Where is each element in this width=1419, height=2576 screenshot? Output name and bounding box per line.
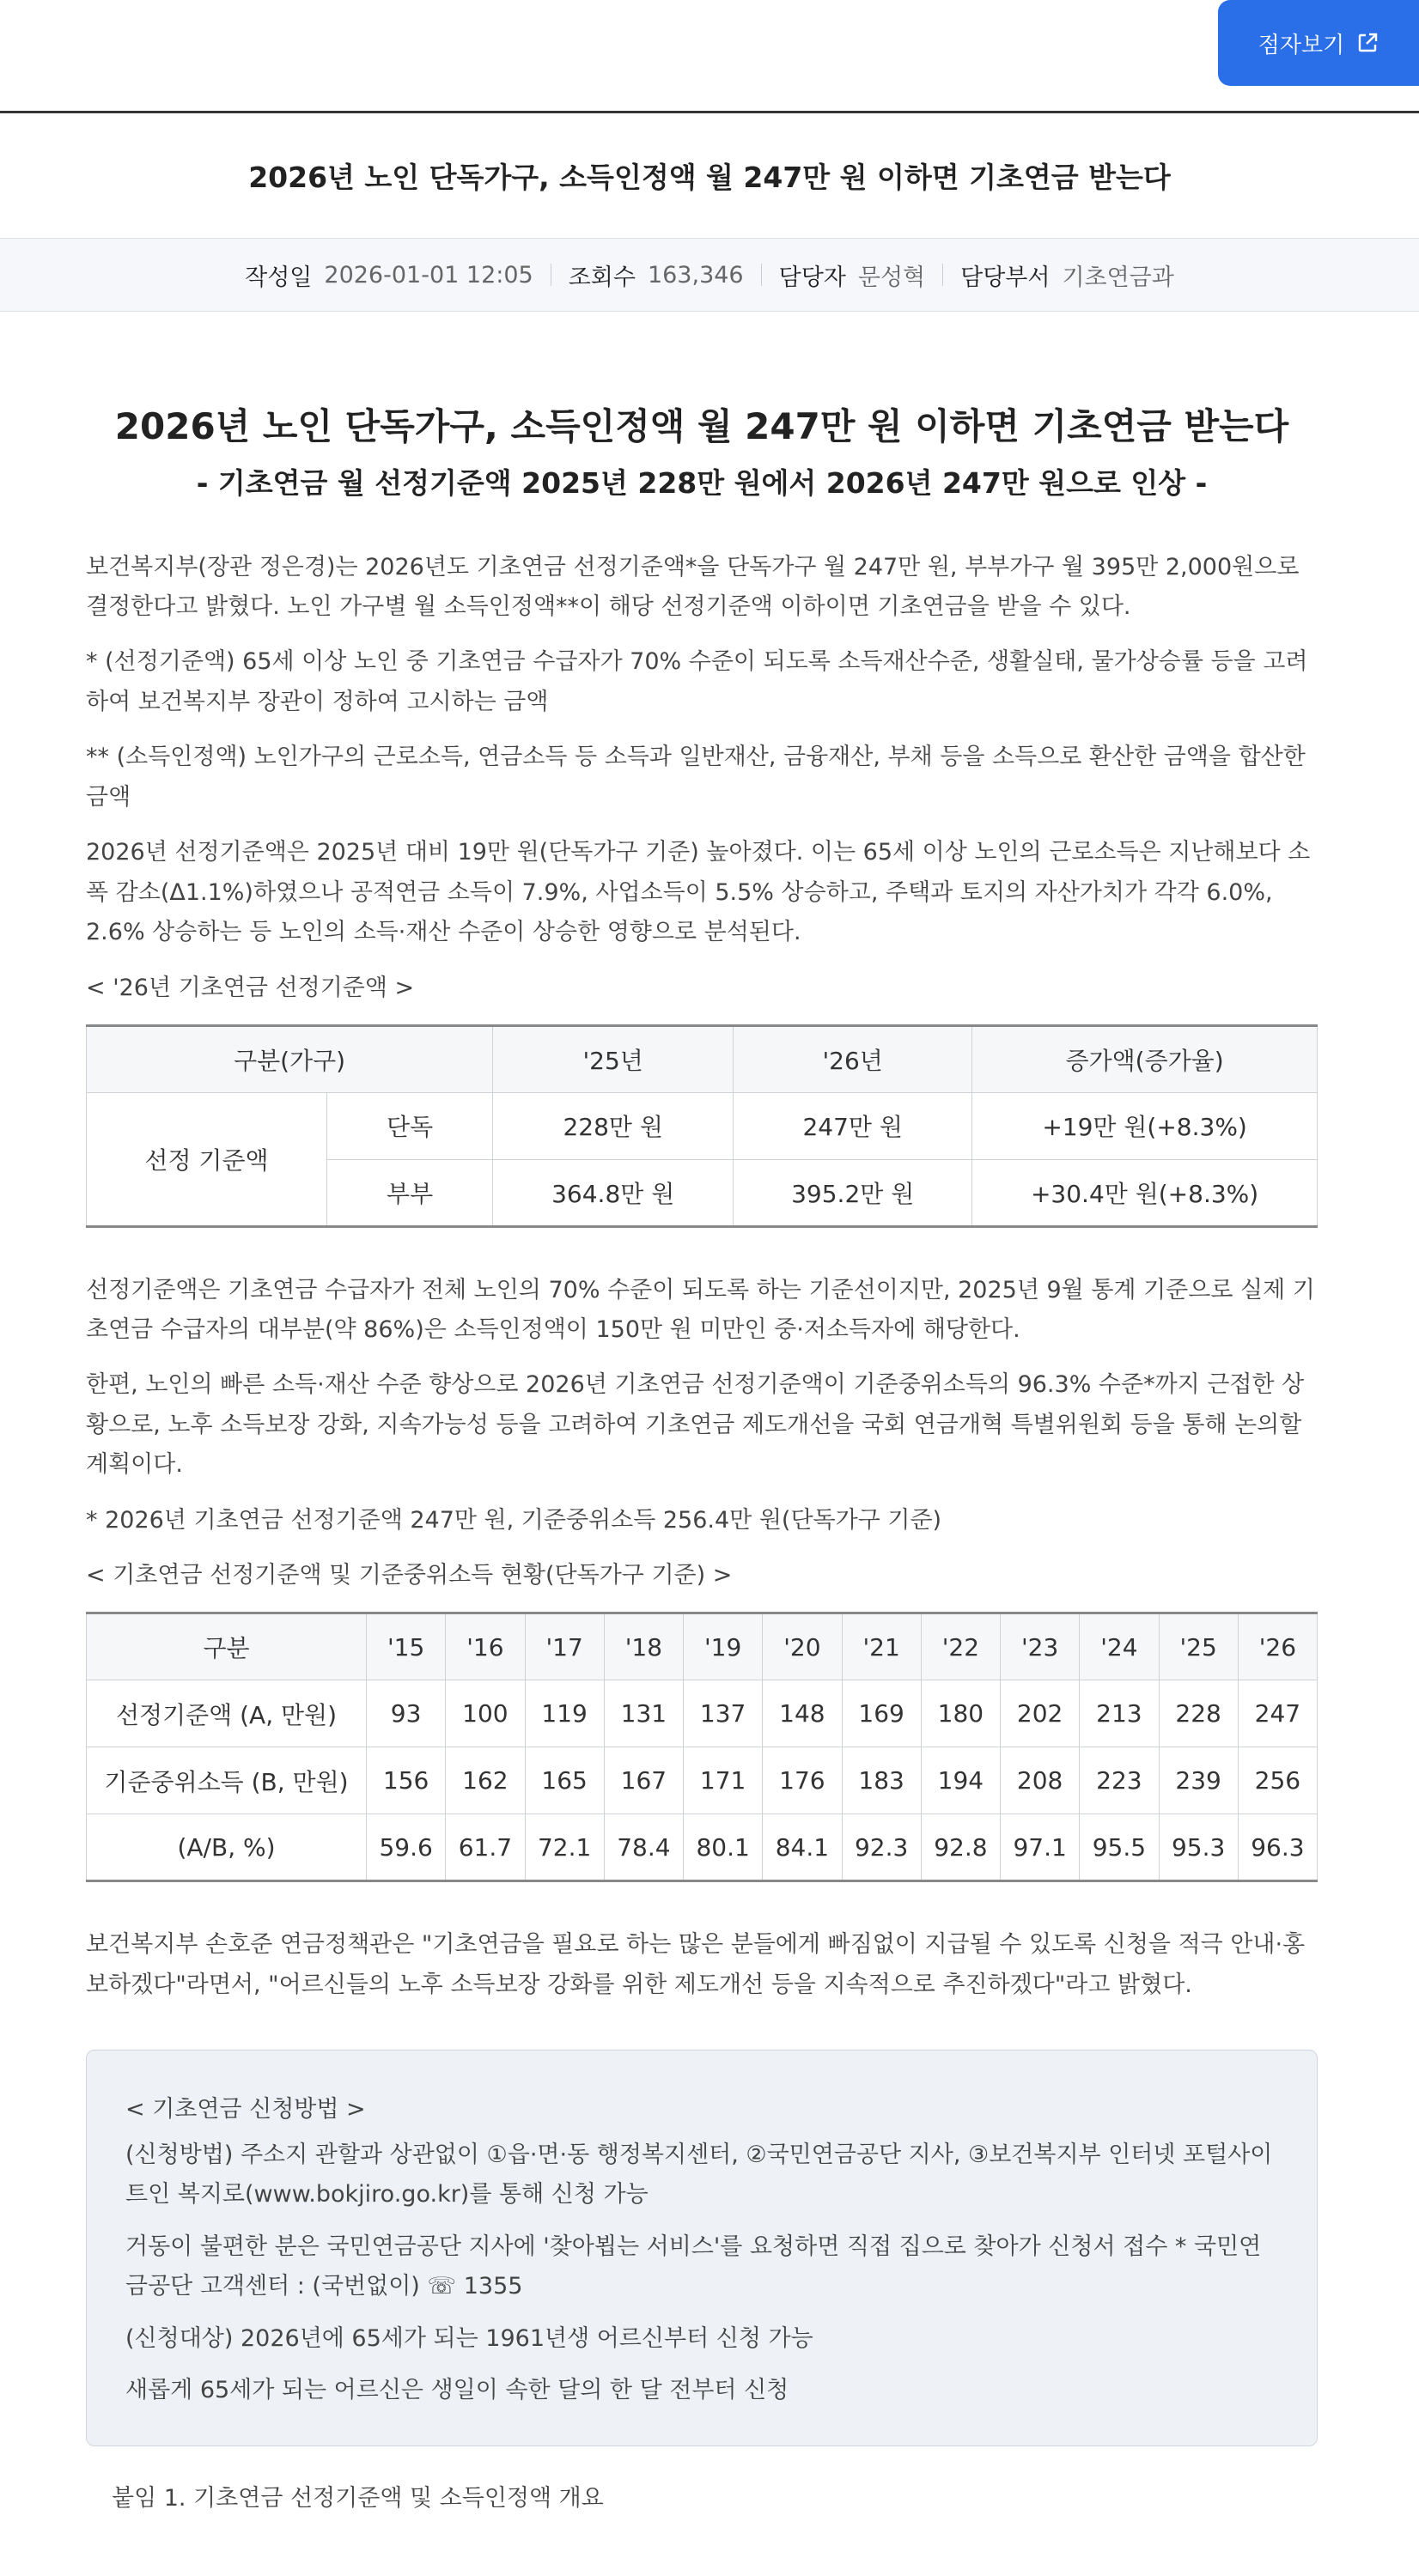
table-cell: 78.4 bbox=[604, 1814, 683, 1881]
footnote: ** (소득인정액) 노인가구의 근로소득, 연금소득 등 소득과 일반재산, 금융재산, 부채 등을 소득으로 환산한 금액을 합산한 금액 bbox=[86, 744, 1306, 811]
table-header-cell: '17 bbox=[525, 1613, 604, 1680]
paragraph: 한편, 노인의 빠른 소득·재산 수준 향상으로 2026년 기초연금 선정기준액이 기준중위소득의 96.3% 수준*까지 근접한 상황으로, 노후 소득보장 강화, 지속가능성 등을 고려하여 기초연금 제도개선을 국회 연금개혁 특별위원회 등을 통해 논의할 계획이다. bbox=[86, 1371, 1305, 1479]
meta-dept bbox=[960, 258, 1174, 292]
braille-view-button[interactable] bbox=[1218, 0, 1419, 86]
meta-views bbox=[569, 258, 744, 292]
table-header-cell: '26년 bbox=[734, 1025, 972, 1092]
table-cell: 93 bbox=[367, 1680, 446, 1747]
box-item: 새롭게 65세가 되는 어르신은 생일이 속한 달의 한 달 전부터 신청 bbox=[125, 2377, 789, 2404]
table-cell: 256 bbox=[1238, 1747, 1317, 1814]
table-cell: 176 bbox=[763, 1747, 842, 1814]
criteria-vs-median-income-table bbox=[86, 1612, 1318, 1882]
footnote: * 2026년 기초연금 선정기준액 247만 원, 기준중위소득 256.4만 원(단독가구 기준) bbox=[86, 1506, 942, 1534]
paragraph: 2026년 선정기준액은 2025년 대비 19만 원(단독가구 기준) 높아졌다. 이는 65세 이상 노인의 근로소득은 지난해보다 소폭 감소(Δ1.1%)하였으나 공적연금 소득이 7.9%, 사업소득이 5.5% 상승하고, 주택과 토지의 자산가치가 각각 6.0%, 2.6% 상승하는 등 노인의 소득·재산 수준이 상승한 영향으로 분석된다. bbox=[86, 839, 1311, 946]
meta-separator bbox=[761, 264, 762, 286]
table-cell: 100 bbox=[446, 1680, 525, 1747]
meta-manager-label: 담당자 bbox=[778, 264, 846, 291]
table-cell: 119 bbox=[525, 1680, 604, 1747]
box-item: (신청대상) 2026년에 65세가 되는 1961년생 어르신부터 신청 가능 bbox=[125, 2324, 813, 2352]
table-cell: 72.1 bbox=[525, 1814, 604, 1881]
meta-date-label: 작성일 bbox=[245, 264, 313, 291]
table-caption: < '26년 기초연금 선정기준액 > bbox=[86, 974, 415, 1001]
article-body bbox=[86, 404, 1318, 2512]
meta-manager-value: 문성혁 bbox=[857, 264, 926, 291]
article-headline: 2026년 노인 단독가구, 소득인정액 월 247만 원 이하면 기초연금 받는다 bbox=[114, 405, 1289, 447]
table-header-cell: '25년 bbox=[493, 1025, 734, 1092]
table-header-cell: '16 bbox=[446, 1613, 525, 1680]
table-cell: 59.6 bbox=[367, 1814, 446, 1881]
table-cell: 156 bbox=[367, 1747, 446, 1814]
table-cell: 223 bbox=[1080, 1747, 1159, 1814]
table-cell: 228만 원 bbox=[493, 1092, 734, 1159]
table-cell: 단독 bbox=[327, 1092, 493, 1159]
table-header-cell: 구분 bbox=[87, 1613, 367, 1680]
table-header-cell: '21 bbox=[842, 1613, 921, 1680]
table-header-cell: '24 bbox=[1080, 1613, 1159, 1680]
table-header-cell: '26 bbox=[1238, 1613, 1317, 1680]
meta-dept-value: 기초연금과 bbox=[1062, 264, 1174, 291]
meta-manager bbox=[779, 258, 926, 292]
table-cell: 92.8 bbox=[921, 1814, 1000, 1881]
table-row bbox=[87, 1680, 1318, 1747]
table-cell: 208 bbox=[1001, 1747, 1080, 1814]
table-header-cell: '22 bbox=[921, 1613, 1000, 1680]
table-cell: 부부 bbox=[327, 1159, 493, 1226]
box-item: 거동이 불편한 분은 국민연금공단 지사에 '찾아뵙는 서비스'를 요청하면 직접 집으로 찾아가 신청서 접수 * 국민연금공단 고객센터 : (국번없이) ☏ 1355 bbox=[125, 2233, 1262, 2300]
meta-separator bbox=[942, 264, 943, 286]
table-header-cell: '15 bbox=[367, 1613, 446, 1680]
table-header-cell: '25 bbox=[1159, 1613, 1238, 1680]
table-row bbox=[87, 1747, 1318, 1814]
table-header-cell: '20 bbox=[763, 1613, 842, 1680]
table-cell: 247 bbox=[1238, 1680, 1317, 1747]
table-cell: 395.2만 원 bbox=[734, 1159, 972, 1226]
box-title: < 기초연금 신청방법 > bbox=[125, 2096, 366, 2123]
table-cell: 239 bbox=[1159, 1747, 1238, 1814]
paragraph: 보건복지부(장관 정은경)는 2026년도 기초연금 선정기준액*을 단독가구 월 247만 원, 부부가구 월 395만 2,000원으로 결정한다고 밝혔다. 노인 가구별 월 소득인정액**이 해당 선정기준액 이하이면 기초연금을 받을 수 있다. bbox=[86, 553, 1300, 621]
article-subheadline: - 기초연금 월 선정기준액 2025년 228만 원에서 2026년 247만 원으로 인상 - bbox=[196, 465, 1208, 500]
table-header-row bbox=[87, 1613, 1318, 1680]
post-title: 2026년 노인 단독가구, 소득인정액 월 247만 원 이하면 기초연금 받는다 bbox=[248, 161, 1171, 194]
table-cell: 162 bbox=[446, 1747, 525, 1814]
selection-criteria-table bbox=[86, 1024, 1318, 1228]
table-row bbox=[87, 1814, 1318, 1881]
table-cell: 97.1 bbox=[1001, 1814, 1080, 1881]
table-cell: +30.4만 원(+8.3%) bbox=[972, 1159, 1318, 1226]
table-cell: 364.8만 원 bbox=[493, 1159, 734, 1226]
table-cell: 165 bbox=[525, 1747, 604, 1814]
table-cell: 95.5 bbox=[1080, 1814, 1159, 1881]
table-header-row bbox=[87, 1025, 1318, 1092]
table-caption: < 기초연금 선정기준액 및 기준중위소득 현황(단독가구 기준) > bbox=[86, 1562, 733, 1589]
table-cell: 167 bbox=[604, 1747, 683, 1814]
table-cell: 247만 원 bbox=[734, 1092, 972, 1159]
table-cell: 169 bbox=[842, 1680, 921, 1747]
table-header-cell: '23 bbox=[1001, 1613, 1080, 1680]
footnote: * (선정기준액) 65세 이상 노인 중 기초연금 수급자가 70% 수준이 되도록 소득재산수준, 생활실태, 물가상승률 등을 고려하여 보건복지부 장관이 정하여 고시하는 금액 bbox=[86, 648, 1308, 715]
meta-views-label: 조회수 bbox=[568, 264, 636, 291]
table-cell: 96.3 bbox=[1238, 1814, 1317, 1881]
table-header-cell: 구분(가구) bbox=[87, 1025, 493, 1092]
attachment-note: 붙임 1. 기초연금 선정기준액 및 소득인정액 개요 bbox=[112, 2484, 604, 2512]
table-cell: 131 bbox=[604, 1680, 683, 1747]
table-cell: 선정기준액 (A, 만원) bbox=[87, 1680, 367, 1747]
table-cell: 180 bbox=[921, 1680, 1000, 1747]
braille-view-label: 점자보기 bbox=[1258, 32, 1345, 58]
table-cell: 기준중위소득 (B, 만원) bbox=[87, 1747, 367, 1814]
application-info-box bbox=[86, 2050, 1318, 2446]
table-cell: 137 bbox=[684, 1680, 763, 1747]
table-cell: 80.1 bbox=[684, 1814, 763, 1881]
table-cell: (A/B, %) bbox=[87, 1814, 367, 1881]
paragraph: 보건복지부 손호준 연금정책관은 "기초연금을 필요로 하는 많은 분들에게 빠짐없이 지급될 수 있도록 신청을 적극 안내·홍보하겠다"라면서, "어르신들의 노후 소득보장 강화를 위한 제도개선 등을 지속적으로 추진하겠다"라고 밝혔다. bbox=[86, 1931, 1306, 1998]
table-cell: 171 bbox=[684, 1747, 763, 1814]
table-header-cell: '19 bbox=[684, 1613, 763, 1680]
table-cell: 228 bbox=[1159, 1680, 1238, 1747]
table-header-cell: 증가액(증가율) bbox=[972, 1025, 1318, 1092]
paragraph: 선정기준액은 기초연금 수급자가 전체 노인의 70% 수준이 되도록 하는 기준선이지만, 2025년 9월 통계 기준으로 실제 기초연금 수급자의 대부분(약 86%)은 소득인정액이 150만 원 미만인 중·저소득자에 해당한다. bbox=[86, 1276, 1315, 1343]
meta-dept-label: 담당부서 bbox=[960, 264, 1051, 291]
meta-date-value: 2026-01-01 12:05 bbox=[324, 261, 533, 289]
table-row bbox=[87, 1092, 1318, 1159]
post-meta-bar bbox=[0, 238, 1419, 312]
external-link-icon bbox=[1356, 32, 1379, 54]
table-cell: 202 bbox=[1001, 1680, 1080, 1747]
table-cell: 선정 기준액 bbox=[87, 1092, 327, 1226]
table-cell: 84.1 bbox=[763, 1814, 842, 1881]
table-cell: +19만 원(+8.3%) bbox=[972, 1092, 1318, 1159]
table-cell: 95.3 bbox=[1159, 1814, 1238, 1881]
meta-date bbox=[245, 258, 533, 292]
table-cell: 148 bbox=[763, 1680, 842, 1747]
table-cell: 194 bbox=[921, 1747, 1000, 1814]
table-cell: 183 bbox=[842, 1747, 921, 1814]
meta-views-value: 163,346 bbox=[647, 261, 744, 289]
table-cell: 213 bbox=[1080, 1680, 1159, 1747]
table-header-cell: '18 bbox=[604, 1613, 683, 1680]
table-cell: 61.7 bbox=[446, 1814, 525, 1881]
box-item: (신청방법) 주소지 관할과 상관없이 ①읍·면·동 행정복지센터, ②국민연금공단 지사, ③보건복지부 인터넷 포털사이트인 복지로(www.bokjiro.go.kr)를 통해 신청 가능 bbox=[125, 2142, 1273, 2208]
table-cell: 92.3 bbox=[842, 1814, 921, 1881]
